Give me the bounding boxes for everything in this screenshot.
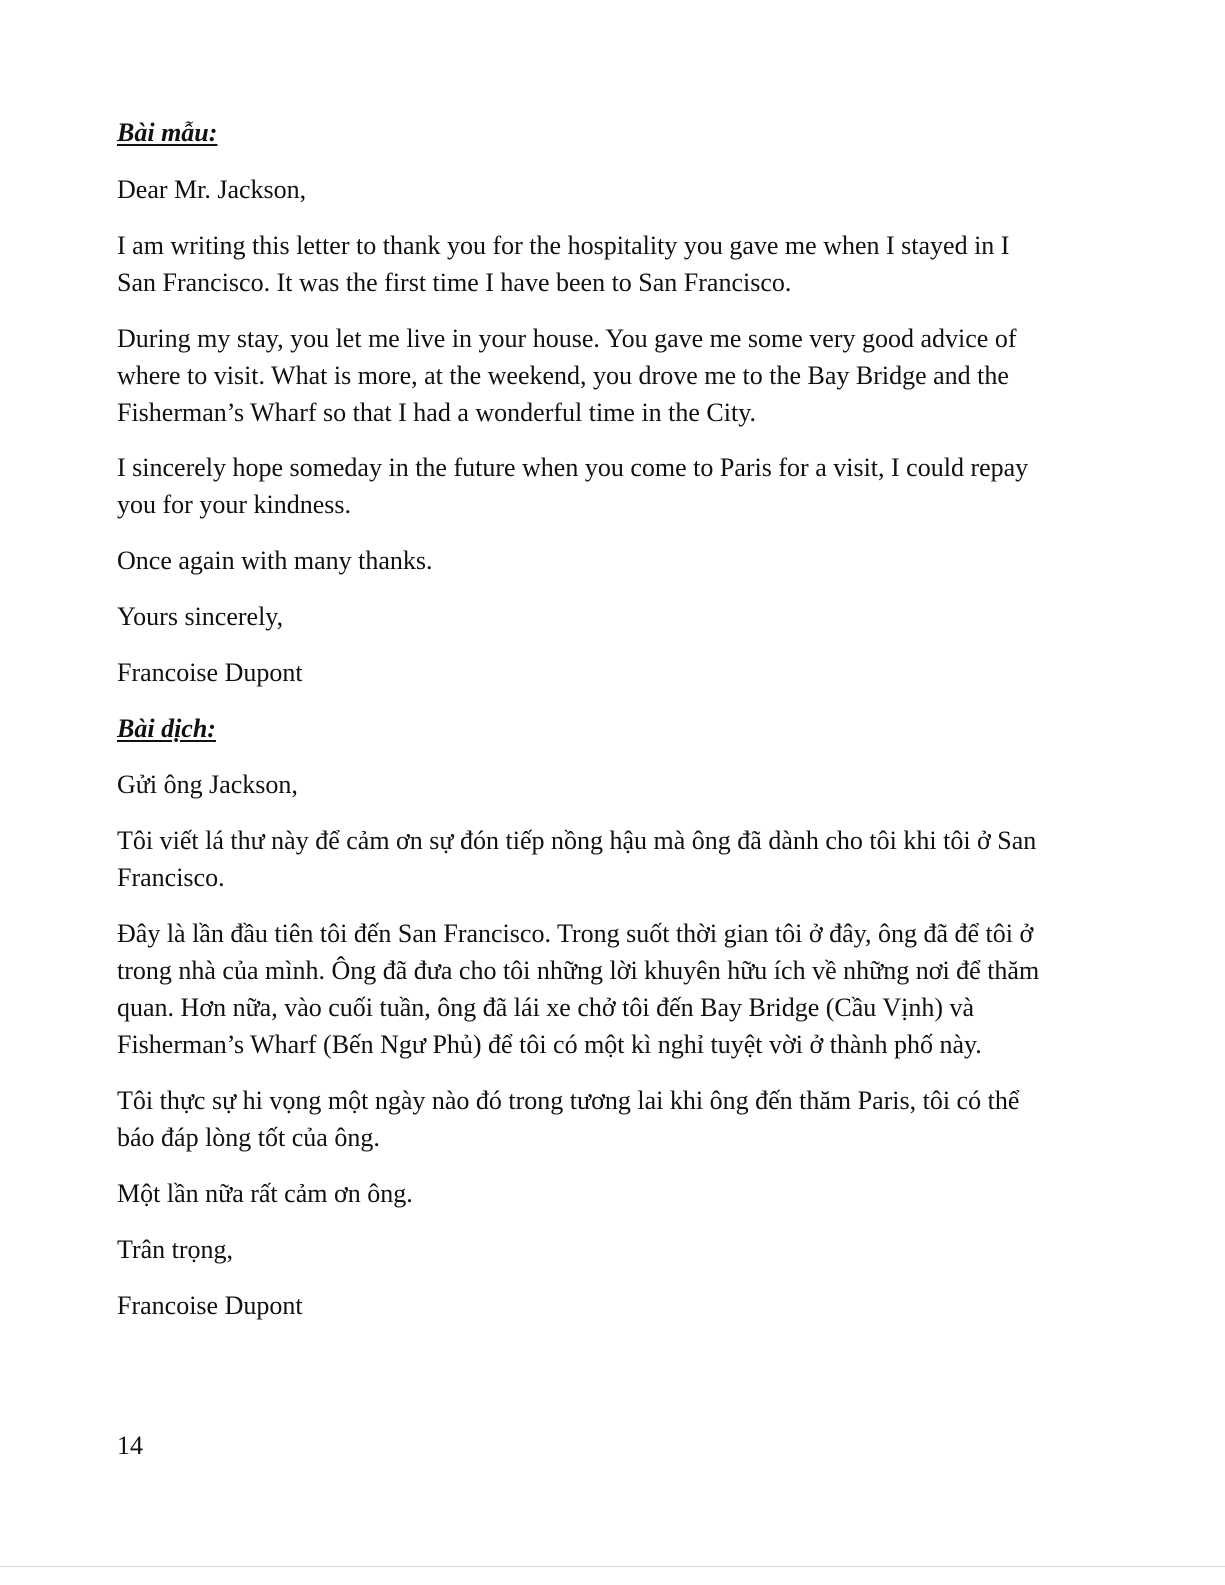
sample-paragraph-4: Once again with many thanks. — [117, 546, 433, 575]
text-line: Fisherman’s Wharf (Bến Ngư Phủ) để tôi có một kì nghỉ tuyệt vời ở thành phố này. — [117, 1030, 982, 1059]
text-line: Francisco. — [117, 863, 225, 892]
text-line: quan. Hơn nữa, vào cuối tuần, ông đã lái xe chở tôi đến Bay Bridge (Cầu Vịnh) và — [117, 993, 975, 1022]
text-line: where to visit. What is more, at the weekend, you drove me to the Bay Bridge and the — [117, 361, 1009, 390]
translation-signature: Francoise Dupont — [117, 1291, 303, 1320]
document-page — [117, 114, 1107, 1324]
translation-greeting: Gửi ông Jackson, — [117, 770, 298, 799]
text-line: I sincerely hope someday in the future when you come to Paris for a visit, I could repay — [117, 453, 1029, 482]
translation-closing: Trân trọng, — [117, 1235, 234, 1264]
text-line: Đây là lần đầu tiên tôi đến San Francisco. Trong suốt thời gian tôi ở đây, ông đã để tôi ở — [117, 919, 1034, 948]
translation-paragraph-2 — [117, 915, 1107, 1063]
text-line: Tôi thực sự hi vọng một ngày nào đó trong tương lai khi ông đến thăm Paris, tôi có thể — [117, 1086, 1020, 1115]
text-line: Tôi viết lá thư này để cảm ơn sự đón tiếp nồng hậu mà ông đã dành cho tôi khi tôi ở San — [117, 826, 1037, 855]
text-line: báo đáp lòng tốt của ông. — [117, 1123, 380, 1152]
text-line: San Francisco. It was the first time I have been to San Francisco. — [117, 268, 792, 297]
sample-paragraph-3 — [117, 449, 1107, 523]
sample-closing: Yours sincerely, — [117, 602, 284, 631]
sample-paragraph-1 — [117, 227, 1107, 301]
sample-paragraph-2 — [117, 320, 1107, 431]
sample-greeting: Dear Mr. Jackson, — [117, 175, 307, 204]
text-line: you for your kindness. — [117, 490, 351, 519]
text-line: Fisherman’s Wharf so that I had a wonderful time in the City. — [117, 398, 757, 427]
translation-paragraph-4: Một lần nữa rất cảm ơn ông. — [117, 1179, 413, 1208]
page-bottom-edge — [0, 1566, 1225, 1585]
text-line: During my stay, you let me live in your house. You gave me some very good advice of — [117, 324, 1017, 353]
translation-heading: Bài dịch: — [117, 714, 216, 743]
translation-paragraph-3 — [117, 1082, 1107, 1156]
translation-paragraph-1 — [117, 822, 1107, 896]
sample-heading: Bài mẫu: — [117, 118, 218, 147]
sample-signature: Francoise Dupont — [117, 658, 303, 687]
text-line: I am writing this letter to thank you for the hospitality you gave me when I stayed in I — [117, 231, 1010, 260]
page-number: 14 — [117, 1431, 143, 1460]
text-line: trong nhà của mình. Ông đã đưa cho tôi những lời khuyên hữu ích về những nơi để thăm — [117, 956, 1040, 985]
